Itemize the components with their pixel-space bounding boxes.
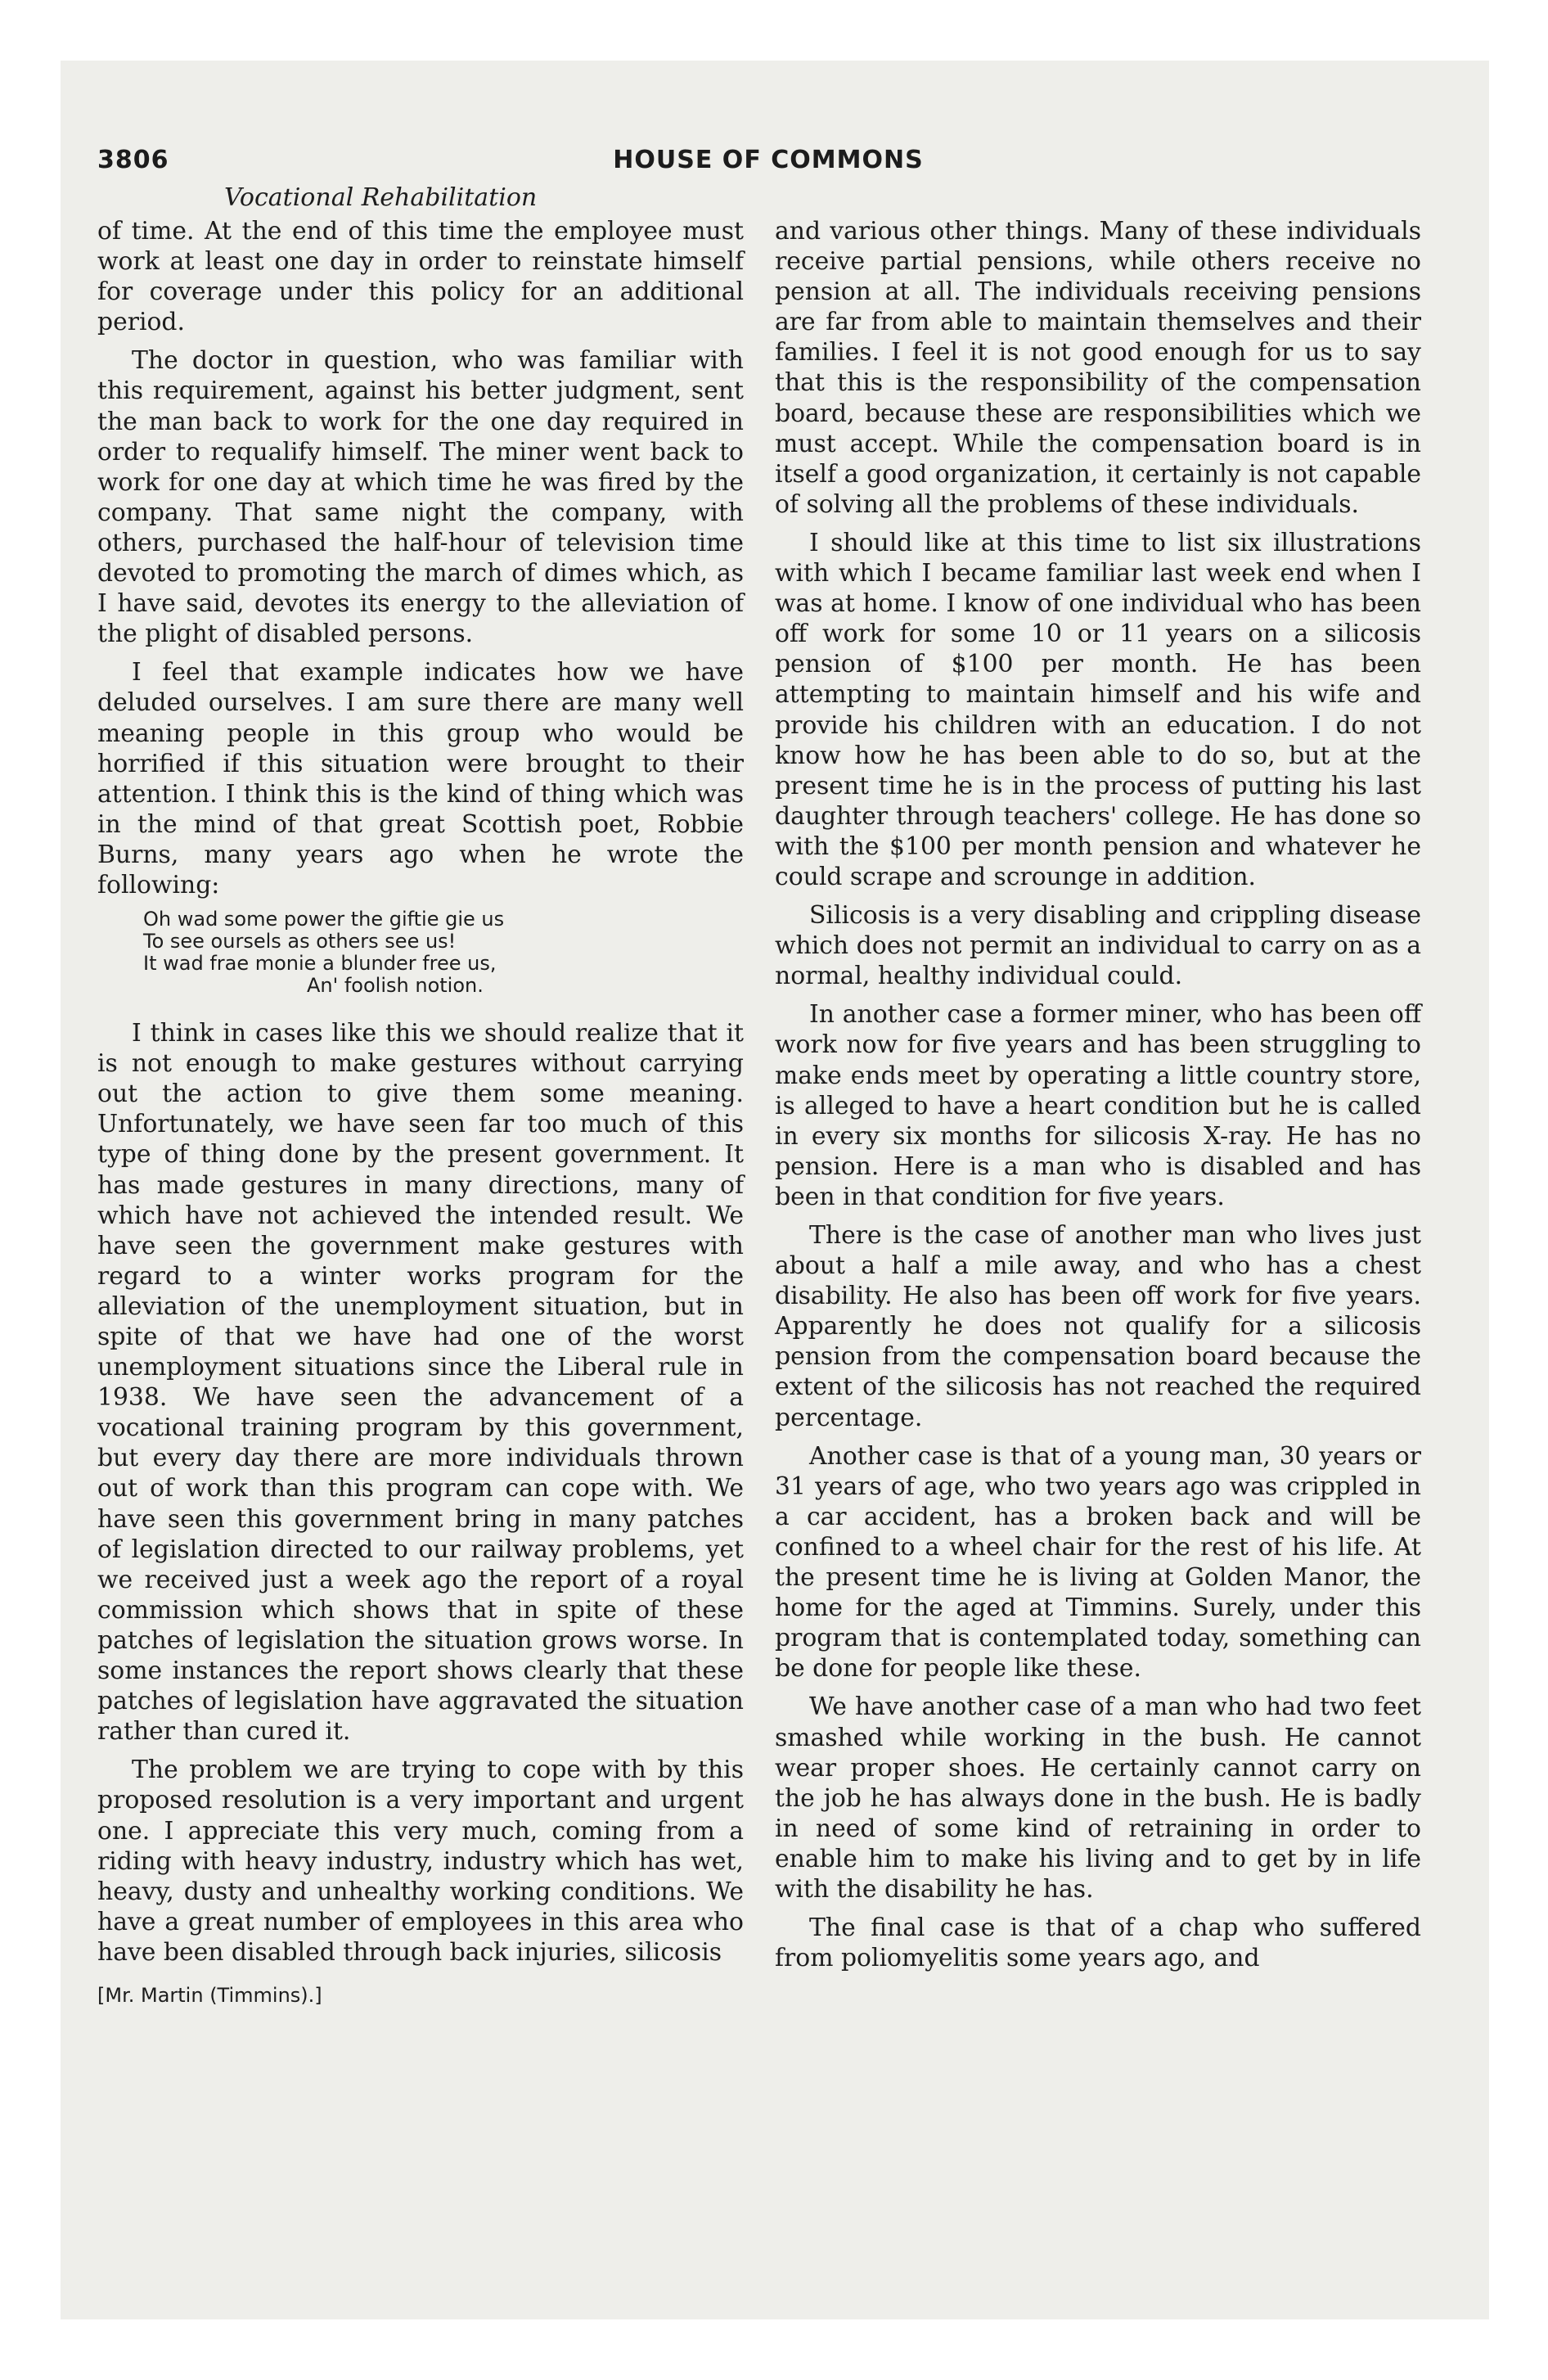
speaker-attribution: [Mr. Martin (Timmins).] (97, 1983, 322, 2007)
paragraph: I feel that example indicates how we have deluded ourselves. I am sure there are many well meaning people in this group who would be horrified if this situation were brought to their attention. I think this is the kind of thing which was in the mind of that great Scottish poet, Robbie Burns, many years ago when he wrote the following: (97, 658, 744, 899)
poem-line: Oh wad some power the giftie gie us (143, 908, 505, 931)
paragraph: and various other things. Many of these individuals receive partial pensions, while others receive no pension at all. The individuals receiving pensions are far from able to maintain themselves and their families. I feel it is not good enough for us to say that this is the responsibility of the compensation board, because these are responsibilities which we must accept. While the compensation board is in itself a good organization, it certainly is not capable of solving all the problems of these individuals. (775, 217, 1421, 519)
paragraph: There is the case of another man who lives just about a half a mile away, and who has a chest disability. He also has been off work for five years. Apparently he does not qualify for a silicosis pension from the compensation board because the extent of the silicosis has not reached the required percentage. (775, 1221, 1421, 1432)
document-page (61, 61, 1489, 2319)
poem-line: It wad frae monie a blunder free us, (143, 952, 497, 976)
poem-line: To see oursels as others see us! (143, 930, 457, 953)
paragraph: I think in cases like this we should realize that it is not enough to make gestures without carrying out the action to give them some meaning. Unfortunately, we have seen far too much of this type of thing done by the present government. It has made gestures in many directions, many of which have not achieved the intended result. We have seen the government make gestures with regard to a winter works program for the alleviation of the unemployment situation, but in spite of that we have had one of the worst unemployment situations since the Liberal rule in 1938. We have seen the advancement of a vocational training program by this government, but every day there are more individuals thrown out of work than this program can cope with. We have seen this government bring in many patches of legislation directed to our railway problems, yet we received just a week ago the report of a royal commission which shows that in spite of these patches of legislation the situation grows worse. In some instances the report shows clearly that these patches of legislation have aggravated the situation rather than cured it. (97, 1019, 744, 1747)
poem-quote (143, 908, 744, 997)
paragraph: In another case a former miner, who has been off work now for five years and has been struggling to make ends meet by operating a little country store, is alleged to have a heart condition but he is called in every six months for silicosis X-ray. He has no pension. Here is a man who is disabled and has been in that condition for five years. (775, 1000, 1421, 1211)
running-title: HOUSE OF COMMONS (613, 146, 924, 174)
section-title: Vocational Rehabilitation (224, 183, 538, 212)
poem-line: An' foolish notion. (307, 974, 484, 998)
paragraph: We have another case of a man who had two feet smashed while working in the bush. He cannot wear proper shoes. He certainly cannot carry on the job he has always done in the bush. He is badly in need of some kind of retraining in order to enable him to make his living and to get by in life with the disability he has. (775, 1693, 1421, 1904)
paragraph: of time. At the end of this time the employee must work at least one day in order to reinstate himself for coverage under this policy for an additional period. (97, 217, 744, 337)
paragraph: The doctor in question, who was familiar with this requirement, against his better judgment, sent the man back to work for the one day required in order to requalify himself. The miner went back to work for one day at which time he was fired by the company. That same night the company, with others, purchased the half-hour of television time devoted to promoting the march of dimes which, as I have said, devotes its energy to the alleviation of the plight of disabled persons. (97, 346, 744, 649)
paragraph: Another case is that of a young man, 30 years or 31 years of age, who two years ago was crippled in a car accident, has a broken back and will be confined to a wheel chair for the rest of his life. At the present time he is living at Golden Manor, the home for the aged at Timmins. Surely, under this program that is contemplated today, something can be done for people like these. (775, 1441, 1421, 1684)
paragraph: Silicosis is a very disabling and crippling disease which does not permit an individual to carry on as a normal, healthy individual could. (775, 901, 1421, 991)
page-number: 3806 (97, 146, 169, 174)
paragraph: The final case is that of a chap who suffered from poliomyelitis some years ago, and (775, 1913, 1421, 1973)
left-column (97, 216, 744, 2011)
paragraph: The problem we are trying to cope with by this proposed resolution is a very important and urgent one. I appreciate this very much, coming from a riding with heavy industry, industry which has wet, heavy, dusty and unhealthy working conditions. We have a great number of employees in this area who have been disabled through back injuries, silicosis (97, 1756, 744, 1967)
right-column (775, 216, 1421, 1981)
paragraph: I should like at this time to list six illustrations with which I became familiar last week end when I was at home. I know of one individual who has been off work for some 10 or 11 years on a silicosis pension of $100 per month. He has been attempting to maintain himself and his wife and provide his children with an education. I do not know how he has been able to do so, but at the present time he is in the process of putting his last daughter through teachers' college. He has done so with the $100 per month pension and whatever he could scrape and scrounge in addition. (775, 528, 1421, 891)
